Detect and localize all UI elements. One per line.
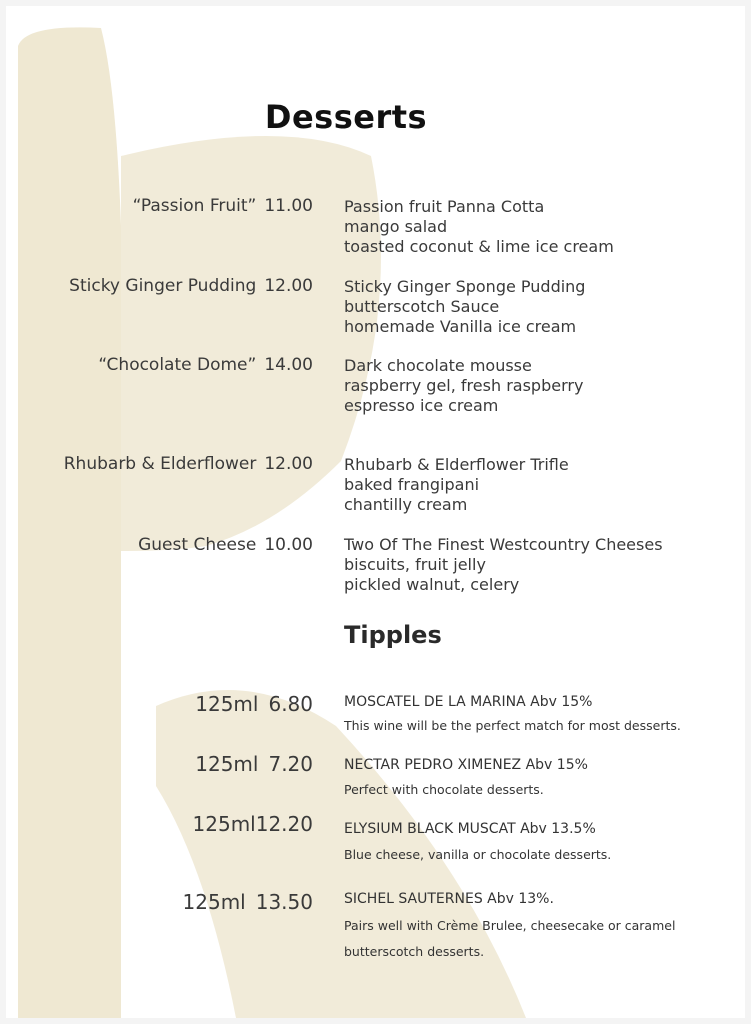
description-line: homemade Vanilla ice cream (344, 317, 577, 336)
tipple-price (183, 890, 313, 914)
tipple-note (344, 713, 681, 739)
description-line: toasted coconut & lime ice cream (344, 237, 614, 256)
tipple-note (344, 913, 675, 965)
tipple-name: MOSCATEL DE LA MARINA Abv 15% (344, 694, 593, 710)
dessert-description (344, 197, 724, 257)
tipple-size: 125ml (192, 812, 256, 836)
tipple-name: SICHEL SAUTERNES Abv 13%. (344, 891, 554, 907)
tipples-heading: Tipples (344, 621, 442, 649)
tipple-name: NECTAR PEDRO XIMENEZ Abv 15% (344, 757, 588, 773)
tipple-price (195, 692, 313, 716)
tipple-price (195, 752, 313, 776)
dessert-price: 12.00 (264, 454, 313, 474)
tipple-note-line: butterscotch desserts. (344, 944, 485, 959)
menu-title: Desserts (264, 98, 428, 136)
tipple-size: 125ml (195, 692, 259, 716)
dessert-price: 12.00 (264, 276, 313, 296)
description-line: Sticky Ginger Sponge Pudding (344, 277, 586, 296)
dessert-description (344, 356, 724, 416)
description-line: mango salad (344, 217, 448, 236)
description-line: Dark chocolate mousse (344, 356, 532, 375)
dessert-description (344, 455, 724, 515)
tipple-note (344, 842, 611, 868)
tipple-note-line: Blue cheese, vanilla or chocolate desserts. (344, 847, 612, 862)
tipple-cost: 12.20 (255, 812, 313, 836)
tipple-name: ELYSIUM BLACK MUSCAT Abv 13.5% (344, 821, 596, 837)
tipple-note (344, 777, 544, 803)
dessert-name: “Chocolate Dome” (98, 355, 257, 375)
tipple-size: 125ml (195, 752, 259, 776)
dessert-item (64, 454, 313, 474)
tipple-cost: 7.20 (268, 752, 313, 776)
description-line: chantilly cream (344, 495, 468, 514)
description-line: espresso ice cream (344, 396, 499, 415)
tipple-cost: 13.50 (255, 890, 313, 914)
tipple-note-line: Perfect with chocolate desserts. (344, 782, 544, 797)
tipple-cost: 6.80 (268, 692, 313, 716)
dessert-item (98, 355, 313, 375)
dessert-item (138, 535, 313, 555)
dessert-item (69, 276, 313, 296)
description-line: Passion fruit Panna Cotta (344, 197, 545, 216)
dessert-name: Rhubarb & Elderflower (63, 454, 257, 474)
description-line: pickled walnut, celery (344, 575, 520, 594)
dessert-description (344, 277, 724, 337)
dessert-name: Guest Cheese (138, 535, 257, 555)
dessert-item (133, 196, 313, 216)
tipple-note-line: This wine will be the perfect match for most desserts. (344, 718, 681, 733)
tipple-price (193, 812, 313, 836)
description-line: butterscotch Sauce (344, 297, 500, 316)
dessert-price: 10.00 (264, 535, 313, 555)
dessert-name: Sticky Ginger Pudding (69, 276, 257, 296)
dessert-description (344, 535, 724, 595)
tipple-size: 125ml (182, 890, 246, 914)
dessert-price: 14.00 (264, 355, 313, 375)
description-line: Rhubarb & Elderflower Trifle (344, 455, 569, 474)
dessert-name: “Passion Fruit” (132, 196, 257, 216)
description-line: baked frangipani (344, 475, 480, 494)
tipple-note-line: Pairs well with Crème Brulee, cheesecake or caramel (344, 918, 676, 933)
description-line: Two Of The Finest Westcountry Cheeses (344, 535, 663, 554)
menu-page (6, 6, 745, 1018)
description-line: biscuits, fruit jelly (344, 555, 486, 574)
description-line: raspberry gel, fresh raspberry (344, 376, 584, 395)
dessert-price: 11.00 (264, 196, 313, 216)
